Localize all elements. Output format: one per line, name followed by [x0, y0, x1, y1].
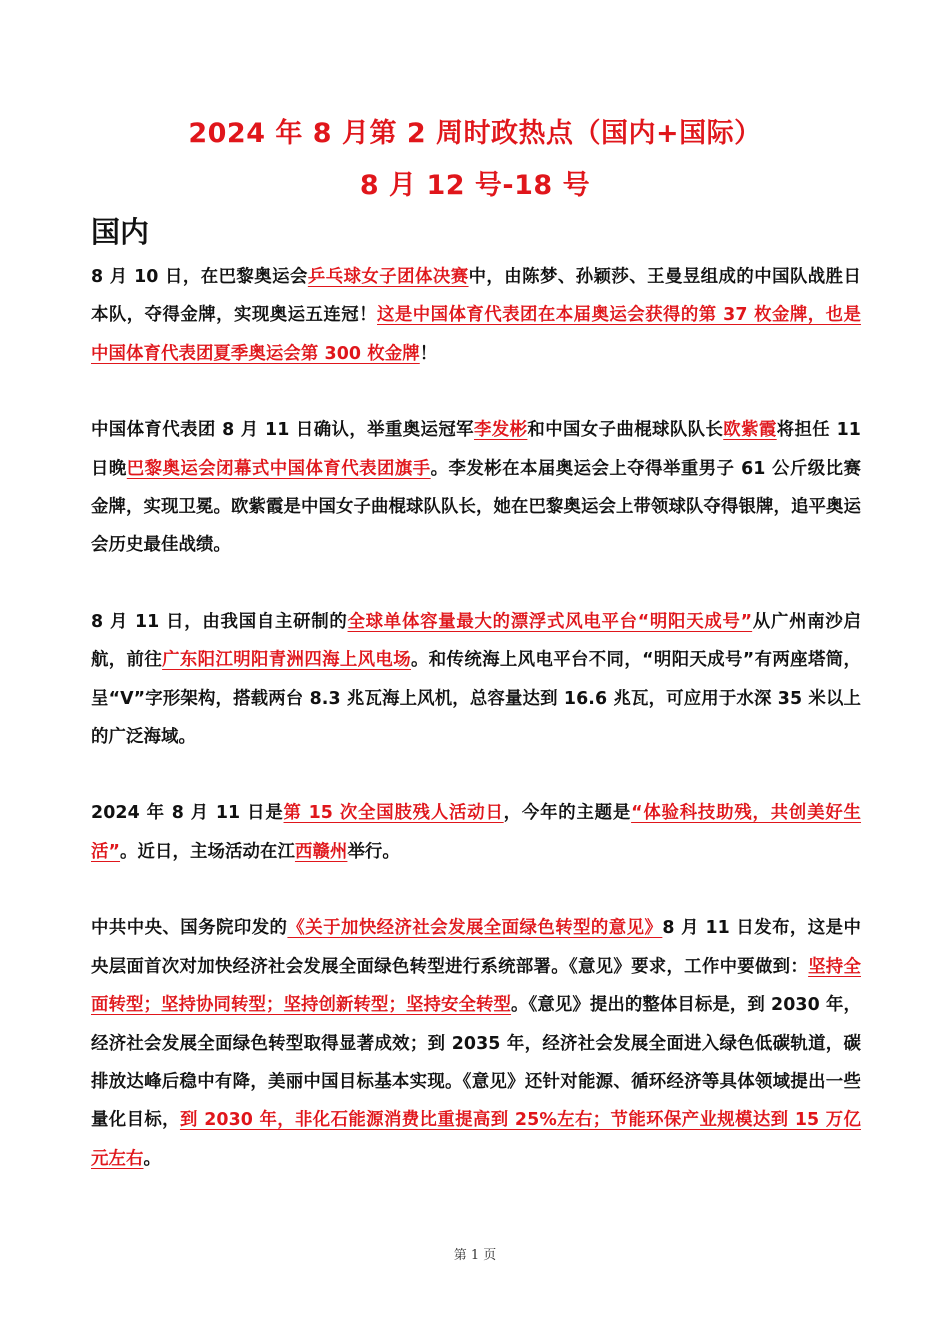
body-text: 8 月 10 日，在巴黎奥运会	[91, 267, 308, 287]
body-text: 和中国女子曲棍球队队长	[527, 420, 724, 441]
news-content	[91, 258, 861, 1216]
page-number: 第 1 页	[453, 1248, 497, 1263]
highlighted-text: 巴黎奥运会闭幕式中国体育代表团旗手	[126, 458, 431, 479]
news-paragraph-table-tennis	[91, 258, 861, 373]
highlighted-text: 欧紫霞	[723, 420, 777, 441]
title-line-date-range: 8 月 12 号-18 号	[359, 170, 591, 201]
news-paragraph-disability-day	[91, 794, 861, 871]
body-text: 。和传统海上风电平台不同，“明阳天成号”有两座塔筒，呈“V”字形架构，搭载两台 8.3 兆瓦海上风机，总容量达到 16.6 兆瓦，可应用于水深 35 米以上的广泛海域。	[91, 650, 861, 748]
highlighted-text: “体验科技助残，共创美好生活”	[91, 803, 862, 862]
highlighted-text: 西赣州	[294, 841, 348, 862]
body-text: 中，由陈梦、孙颖莎、王曼昱组成的中国队战胜日本队，夺得金牌，实现奥运五连冠！	[91, 267, 862, 326]
news-paragraph-flag-bearers	[91, 411, 861, 565]
highlighted-text: 李发彬	[473, 420, 528, 441]
body-text: 8 月 11 日，由我国自主研制的	[91, 611, 348, 632]
body-text: 。李发彬在本届奥运会上夺得举重男子 61 公斤级比赛金牌，实现卫冕。欧紫霞是中国女子曲棍球队队长，她在巴黎奥运会上带领球队夺得银牌，追平奥运会历史最佳战绩。	[91, 458, 862, 556]
body-text: 将担任 11 日晚	[91, 420, 861, 479]
body-text: 。《意见》提出的整体目标是，到 2030 年，经济社会发展全面绿色转型取得显著成效；到 2035 年，经济社会发展全面进入绿色低碳轨道，碳排放达峰后稳中有降，美丽中国目标基本实现。《意见》还针对能源、循环经济等具体领域提出一些量化目标，	[91, 995, 861, 1131]
highlighted-text: 广东阳江明阳青洲四海上风电场	[162, 650, 411, 671]
body-text: 。	[143, 1148, 161, 1169]
body-text: 8 月 11 日发布，这是中央层面首次对加快经济社会发展全面绿色转型进行系统部署。《意见》要求，工作中要做到：	[91, 918, 861, 977]
highlighted-text: 坚持全面转型；坚持协同转型；坚持创新转型；坚持安全转型	[91, 956, 861, 1016]
document-title	[0, 112, 950, 208]
highlighted-text: 这是中国体育代表团在本届奥运会获得的第 37 枚金牌，也是中国体育代表团夏季奥运会第 300 枚金牌	[91, 305, 861, 364]
highlighted-text: 到 2030 年，非化石能源消费比重提高到 25%左右；节能环保产业规模达到 15 万亿元左右	[91, 1110, 861, 1169]
news-paragraph-wind-platform	[91, 603, 861, 757]
highlighted-text: 全球单体容量最大的漂浮式风电平台“明阳天成号”	[347, 611, 753, 632]
news-paragraph-green-transition	[91, 909, 861, 1178]
title-line-main: 2024 年 8 月第 2 周时政热点（国内+国际）	[188, 118, 762, 149]
highlighted-text: 《关于加快经济社会发展全面绿色转型的意见》	[287, 918, 663, 939]
body-text: 2024 年 8 月 11 日是	[91, 803, 284, 824]
body-text: 举行。	[347, 841, 400, 862]
body-text: 从广州南沙启航，前往	[91, 611, 861, 671]
highlighted-text: 乒乓球女子团体决赛	[307, 267, 469, 287]
body-text: ，今年的主题是	[503, 803, 632, 824]
section-heading-domestic: 国内	[91, 215, 150, 249]
highlighted-text: 第 15 次全国肢残人活动日	[283, 803, 504, 824]
body-text: 。近日，主场活动在江	[120, 841, 295, 862]
body-text: 中共中央、国务院印发的	[91, 918, 288, 939]
body-text: ！	[419, 343, 438, 364]
body-text: 中国体育代表团 8 月 11 日确认，举重奥运冠军	[91, 420, 474, 441]
